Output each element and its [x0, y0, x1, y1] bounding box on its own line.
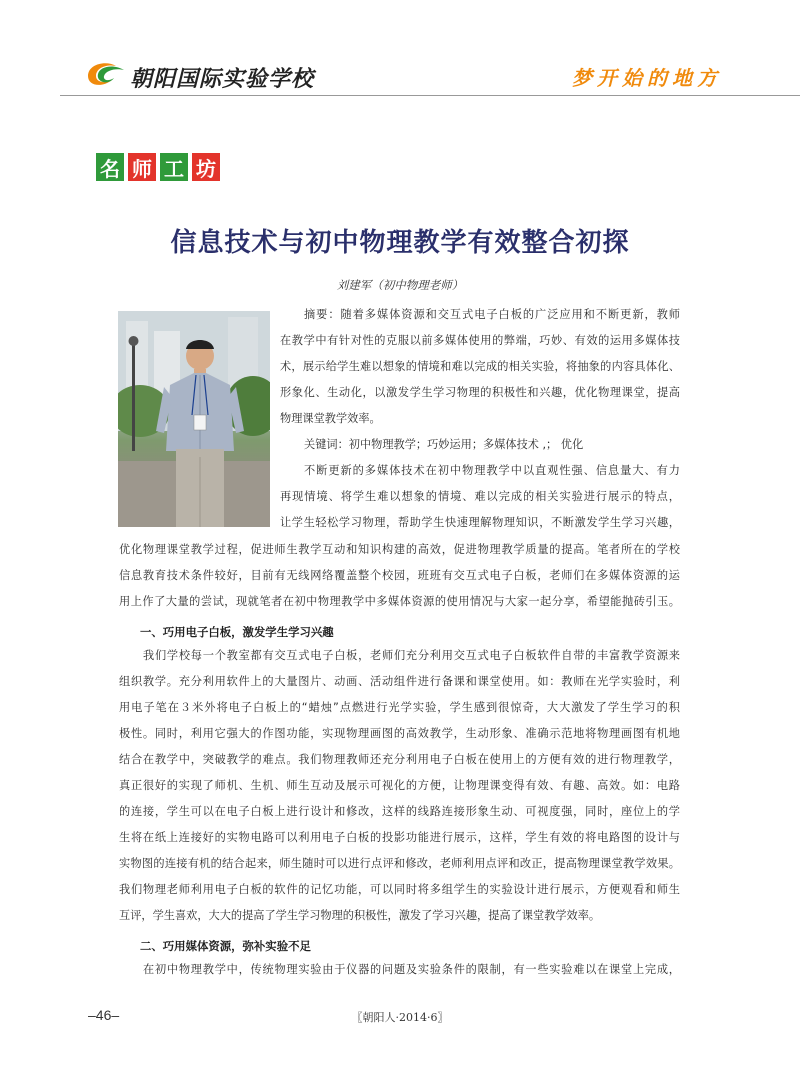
abstract-line: 形象化、生动化，以激发学生学习物理的积极性和兴趣，优化物理课堂，提高 — [280, 386, 680, 399]
intro-line: 让学生轻松学习物理，帮助学生快速理解物理知识，不断激发学生学习兴趣， — [280, 516, 680, 529]
article-title: 信息技术与初中物理教学有效整合初探 — [170, 228, 630, 258]
abstract-line: 术，展示给学生难以想象的情境和难以完成的相关实验，将抽象的内容具体化、 — [280, 360, 680, 373]
author-photo — [118, 311, 270, 527]
column-tag — [96, 153, 220, 181]
magazine-issue: 〖朝阳人·2014·6〗 — [351, 1011, 449, 1024]
body-line: 我们物理老师利用电子白板的软件的记忆功能，可以同时将多组学生的实验设计进行展示，方便观看和师生 — [119, 883, 680, 896]
body-line: 实物图的连接有机的结合起来，师生随时可以进行点评和修改，老师利用点评和改正，提高物理课堂教学效果。 — [119, 857, 680, 870]
body-line: 极性。同时，利用它强大的作图功能，实现物理画图的高效教学，生动形象、准确示范地将物理画图有机地 — [119, 727, 680, 740]
body-line: 互评，学生喜欢，大大的提高了学生学习物理的积极性，激发了学习兴趣，提高了课堂教学效率。 — [119, 909, 601, 922]
abstract-line: 物理课堂教学效率。 — [280, 412, 381, 425]
header-divider — [60, 95, 800, 96]
author-photo-illustration — [118, 311, 270, 527]
page-number: –46– — [88, 1007, 120, 1023]
keywords: 关键词：初中物理教学；巧妙运用；多媒体技术 ,； 优化 — [304, 438, 584, 451]
section-heading: 二、巧用媒体资源，弥补实验不足 — [140, 939, 311, 953]
body-line: 用电子笔在３米外将电子白板上的“蜡烛”点燃进行光学实验，学生感到很惊奇，大大激发了学生学习的积 — [119, 701, 680, 714]
intro-line: 信息教育技术条件较好，目前有无线网络覆盖整个校园，班班有交互式电子白板，老师们在多媒体资源的运 — [119, 569, 680, 582]
intro-line: 再现情境、将学生难以想象的情境、难以完成的相关实验进行展示的特点， — [280, 490, 680, 503]
body-line: 生将在纸上连接好的实物电路可以利用电子白板的投影功能进行展示，这样，学生有效的将电路图的设计与 — [119, 831, 680, 844]
intro-line: 优化物理课堂教学过程，促进师生教学互动和知识构建的高效，促进物理教学质量的提高。笔者所在的学校 — [119, 543, 680, 556]
abstract-line: 在教学中有针对性的克服以前多媒体使用的弊端，巧妙、有效的运用多媒体技 — [280, 334, 680, 347]
school-name: 朝阳国际实验学校 — [130, 66, 315, 92]
body-line: 我们学校每一个教室都有交互式电子白板，老师们充分利用交互式电子白板软件自带的丰富教学资源来 — [143, 649, 680, 662]
column-tag-char: 工 — [160, 153, 188, 181]
body-line: 的连接，学生可以在电子白板上进行设计和修改，这样的线路连接形象生动、可视度强，同时，座位上的学 — [119, 805, 680, 818]
article-author: 刘建军（初中物理老师） — [336, 278, 464, 292]
page-header — [0, 0, 800, 97]
column-tag-char: 名 — [96, 153, 124, 181]
intro-line: 用上作了大量的尝试，现就笔者在初中物理教学中多媒体资源的使用情况与大家一起分享，希望能抛砖引玉。 — [119, 595, 680, 608]
body-line: 结合在教学中，突破教学的难点。我们物理教师还充分利用电子白板在使用上的方便有效的进行物理教学， — [119, 753, 680, 766]
body-line: 真正很好的实现了师机、生机、师生互动及展示可视化的方便，让物理课变得有效、有趣、高效。如：电路 — [119, 779, 680, 792]
body-line: 组织教学。充分利用软件上的大量图片、动画、活动组件进行备课和课堂使用。如：教师在光学实验时，利 — [119, 675, 680, 688]
intro-line: 不断更新的多媒体技术在初中物理教学中以直观性强、信息量大、有力 — [304, 464, 680, 477]
column-tag-char: 师 — [128, 153, 156, 181]
column-tag-char: 坊 — [192, 153, 220, 181]
body-line: 在初中物理教学中，传统物理实验由于仪器的问题及实验条件的限制，有一些实验难以在课堂上完成， — [143, 963, 680, 976]
header-slogan: 梦开始的地方 — [572, 66, 722, 90]
abstract-line: 摘要：随着多媒体资源和交互式电子白板的广泛应用和不断更新，教师 — [304, 308, 680, 321]
school-logo-icon — [84, 58, 128, 88]
section-heading: 一、巧用电子白板，激发学生学习兴趣 — [140, 625, 334, 639]
